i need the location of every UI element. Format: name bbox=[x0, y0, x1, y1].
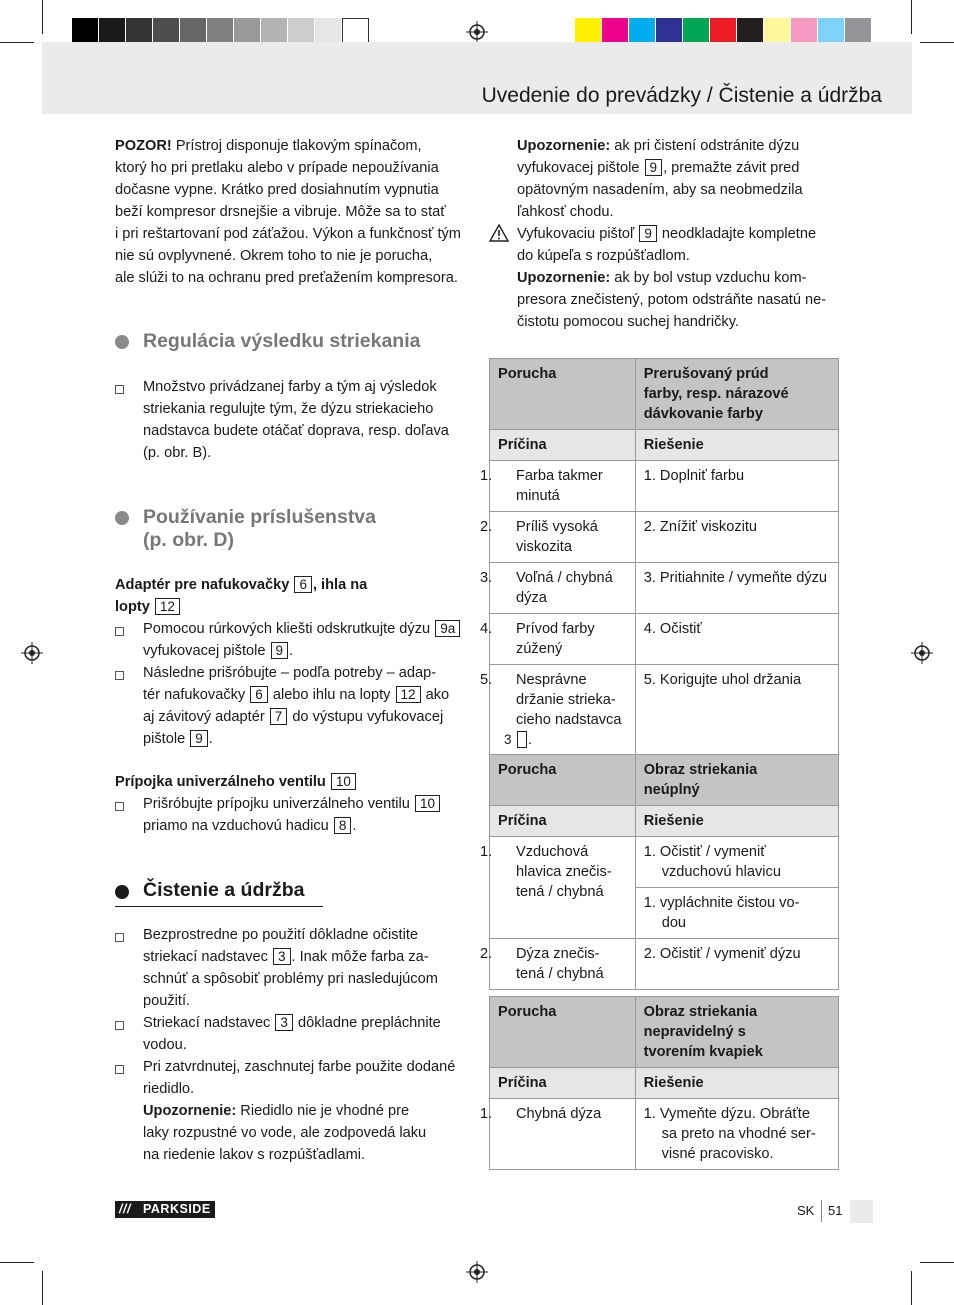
text-span: do výstupu vyfukovacej bbox=[288, 709, 444, 725]
table-cell bbox=[480, 939, 636, 990]
table-cell: 3. Pritiahnite / vymeňte dýzu bbox=[635, 563, 838, 614]
text-span: Riedidlo nie je vhodné pre bbox=[236, 1103, 410, 1119]
table-cell: Riešenie bbox=[635, 430, 838, 461]
table-cell bbox=[480, 461, 636, 512]
text-span: tená / chybná bbox=[516, 966, 604, 982]
table-cell bbox=[480, 563, 636, 614]
text-span: 1. Vymeňte dýzu. Obráťte bbox=[643, 1106, 810, 1122]
text-line: i pri reštartovaní pod záťažou. Výkon a funkčnosť tým bbox=[115, 226, 461, 242]
text-span: sa preto na vhodné ser- bbox=[661, 1126, 816, 1142]
text-span: priamo na vzduchovú hadicu bbox=[143, 818, 333, 834]
text-line: čistotu pomocou suchej handričky. bbox=[517, 314, 739, 330]
text-span: striekací nadstavec bbox=[143, 949, 272, 965]
part-number-box: 3 bbox=[275, 1014, 293, 1031]
text-span: Vzduchová bbox=[516, 844, 589, 860]
note-label: Upozornenie: bbox=[143, 1103, 237, 1119]
table-row bbox=[490, 461, 839, 512]
part-number-box: 7 bbox=[270, 708, 288, 725]
table-cell: Príčina bbox=[490, 430, 636, 461]
part-number-box: 12 bbox=[155, 598, 180, 615]
text-line: použití. bbox=[143, 993, 191, 1009]
table-cell bbox=[635, 888, 838, 939]
text-line: (p. obr. B). bbox=[143, 445, 212, 461]
section-bullet-icon bbox=[115, 885, 129, 899]
table-cell: 2. Očistiť / vymeniť dýzu bbox=[635, 939, 838, 990]
text-span: zúžený bbox=[516, 641, 563, 657]
list-item bbox=[143, 618, 473, 662]
table-cell bbox=[635, 1099, 838, 1170]
list-item bbox=[143, 1012, 473, 1056]
table-cell: 4. Očistiť bbox=[635, 614, 838, 665]
text-line: do kúpeľa s rozpúšťadlom. bbox=[517, 248, 690, 264]
table-cell bbox=[635, 359, 838, 430]
table-row bbox=[490, 665, 839, 756]
table-row bbox=[490, 1099, 839, 1170]
heading-line: Používanie príslušenstva bbox=[143, 506, 377, 528]
row-number: 5. bbox=[480, 672, 493, 688]
crop-mark bbox=[911, 1271, 912, 1305]
subheading-inflator-adapter bbox=[115, 574, 475, 618]
text-span: dou bbox=[661, 915, 687, 931]
part-number-box: 6 bbox=[250, 686, 268, 703]
logo-stripes-icon: /// bbox=[119, 1202, 131, 1216]
text-span: vyfukovacej pištole bbox=[143, 643, 270, 659]
troubleshooting-table-1 bbox=[480, 358, 839, 756]
text-line: dávkovanie farby bbox=[643, 406, 763, 422]
text-span: Striekací nadstavec bbox=[143, 1015, 275, 1031]
part-number-box: 9 bbox=[190, 730, 208, 747]
text-span: Dýza znečis- bbox=[516, 946, 600, 962]
table-row bbox=[490, 939, 839, 990]
list-square-icon bbox=[115, 385, 124, 394]
note-label: Upozornenie: bbox=[517, 138, 611, 154]
table-subheader-row bbox=[490, 430, 839, 461]
registration-mark-icon bbox=[21, 642, 43, 664]
part-number-box: 10 bbox=[331, 773, 356, 790]
text-span: aj závitový adaptér bbox=[143, 709, 269, 725]
text-line: Pri zatvrdnutej, zaschnutej farbe použite dodané bbox=[143, 1059, 456, 1075]
text-span: visné pracovisko. bbox=[661, 1146, 774, 1162]
text-span: hlavica znečis- bbox=[516, 864, 612, 880]
table-subheader-row bbox=[490, 1068, 839, 1099]
text-span: alebo ihlu na lopty bbox=[268, 687, 395, 703]
crop-mark bbox=[42, 1271, 43, 1305]
table-cell: 2. Znížiť viskozitu bbox=[635, 512, 838, 563]
list-square-icon bbox=[115, 933, 124, 942]
row-number: 1. bbox=[480, 844, 493, 860]
table-row bbox=[490, 512, 839, 563]
text-span: tér nafukovačky bbox=[143, 687, 250, 703]
text-line: nadstavca budete otáčať doprava, resp. doľava bbox=[143, 423, 449, 439]
heading-line: (p. obr. D) bbox=[143, 529, 234, 551]
text-span: Vyfukovaciu pištoľ bbox=[517, 226, 639, 242]
table-cell: Riešenie bbox=[635, 806, 838, 837]
text-line: vodou. bbox=[143, 1037, 187, 1053]
part-number-box: 9 bbox=[639, 225, 657, 242]
table-header-row bbox=[490, 359, 839, 430]
text-line: opätovným nasadením, aby sa neobmedzila bbox=[517, 182, 803, 198]
list-square-icon bbox=[115, 627, 124, 636]
text-span: Adaptér pre nafukovačky bbox=[115, 577, 294, 593]
text-span: . bbox=[352, 818, 357, 834]
row-number: 4. bbox=[480, 621, 493, 637]
note-paragraph bbox=[517, 135, 847, 333]
registration-mark-icon bbox=[466, 21, 488, 43]
table-cell: Porucha bbox=[490, 755, 636, 806]
text-line: Obraz striekania bbox=[643, 1004, 758, 1020]
registration-mark-icon bbox=[911, 642, 933, 664]
text-line: neúplný bbox=[643, 782, 700, 798]
text-span: . Inak môže farba za- bbox=[291, 949, 429, 965]
table-cell bbox=[635, 837, 838, 888]
list-item bbox=[143, 662, 473, 750]
section-bullet-icon bbox=[115, 335, 129, 349]
table-cell bbox=[635, 755, 838, 806]
text-line: riedidlo. bbox=[143, 1081, 195, 1097]
footer-tab bbox=[850, 1200, 873, 1223]
table-cell bbox=[635, 997, 838, 1068]
list-square-icon bbox=[115, 1065, 124, 1074]
part-number-box: 9 bbox=[271, 642, 289, 659]
parkside-logo bbox=[115, 1201, 215, 1218]
text-span: Nesprávne bbox=[516, 672, 587, 688]
text-line: farby, resp. nárazové bbox=[643, 386, 789, 402]
table-header-row bbox=[490, 997, 839, 1068]
registration-mark-icon bbox=[466, 1261, 488, 1283]
part-number-box: 3 bbox=[517, 731, 527, 748]
page-number: 51 bbox=[828, 1203, 843, 1218]
table-cell: 1. Doplniť farbu bbox=[635, 461, 838, 512]
text-span: . bbox=[528, 732, 533, 748]
part-number-box: 8 bbox=[334, 817, 352, 834]
troubleshooting-table-2 bbox=[480, 754, 839, 990]
text-span: dýza bbox=[516, 590, 547, 606]
crop-mark bbox=[920, 42, 954, 43]
text-span: vyfukovacej pištole bbox=[517, 160, 644, 176]
text-line: Bezprostredne po použití dôkladne očistite bbox=[143, 927, 419, 943]
note-label: Upozornenie: bbox=[517, 270, 611, 286]
part-number-box: 12 bbox=[396, 686, 421, 703]
text-span: minutá bbox=[516, 488, 560, 504]
text-line: beží kompresor drsnejšie a vibruje. Môže sa to stať bbox=[115, 204, 446, 220]
text-line: tvorením kvapiek bbox=[643, 1044, 763, 1060]
crop-mark bbox=[920, 1262, 954, 1263]
text-span: cieho nadstavca bbox=[516, 712, 622, 728]
text-line: striekania regulujte tým, že dýzu striekacieho bbox=[143, 401, 434, 417]
text-span: Farba takmer bbox=[516, 468, 603, 484]
section-heading-cleaning: Čistenie a údržba bbox=[143, 879, 305, 901]
heading-underline bbox=[115, 906, 323, 907]
text-line: Prerušovaný prúd bbox=[643, 366, 769, 382]
list-square-icon bbox=[115, 802, 124, 811]
row-number: 1. bbox=[480, 1106, 493, 1122]
table-cell: Príčina bbox=[490, 806, 636, 837]
text-span: ak pri čistení odstránite dýzu bbox=[610, 138, 800, 154]
text-line: ale slúži to na ochranu pred preťažením kompresora. bbox=[115, 270, 458, 286]
text-line: nepravidelný s bbox=[643, 1024, 746, 1040]
text-span: . bbox=[208, 731, 213, 747]
part-number-box: 10 bbox=[415, 795, 440, 812]
text-line: schnúť a spôsobiť problémy pri nasledujúcom bbox=[143, 971, 438, 987]
table-cell: Riešenie bbox=[635, 1068, 838, 1099]
text-line: Prístroj disponuje tlakovým spínačom, bbox=[171, 138, 422, 154]
text-span: ak by bol vstup vzduchu kom- bbox=[610, 270, 807, 286]
section-bullet-icon bbox=[115, 511, 129, 525]
text-span: 1. Očistiť / vymeniť bbox=[643, 844, 766, 860]
text-span: vzduchovú hlavicu bbox=[661, 864, 781, 880]
language-code: SK bbox=[797, 1203, 815, 1218]
part-number-box: 6 bbox=[294, 576, 312, 593]
table-row bbox=[490, 563, 839, 614]
text-line: Množstvo privádzanej farby a tým aj výsledok bbox=[143, 379, 437, 395]
text-span: neodkladajte kompletne bbox=[657, 226, 817, 242]
row-number: 2. bbox=[480, 946, 493, 962]
text-span: Príliš vysoká bbox=[516, 519, 598, 535]
text-span: pištole bbox=[143, 731, 190, 747]
text-span: , ihla na bbox=[312, 577, 368, 593]
list-item bbox=[143, 793, 473, 837]
subheading-universal-valve bbox=[115, 771, 475, 793]
text-span: viskozita bbox=[516, 539, 572, 555]
text-span: dôkladne prepláchnite bbox=[293, 1015, 441, 1031]
list-item bbox=[143, 924, 473, 1012]
table-cell: Porucha bbox=[490, 997, 636, 1068]
list-item bbox=[143, 1056, 473, 1166]
part-number-box: 9 bbox=[645, 159, 663, 176]
troubleshooting-table-3 bbox=[480, 996, 839, 1170]
table-cell bbox=[480, 665, 636, 756]
crop-mark bbox=[911, 0, 912, 34]
text-line: presora znečistený, potom odstráňte nasatú ne- bbox=[517, 292, 827, 308]
table-header-row bbox=[490, 755, 839, 806]
warning-triangle-icon bbox=[489, 224, 509, 242]
text-line: na riedenie lakov s rozpúšťadlami. bbox=[143, 1147, 366, 1163]
logo-text: PARKSIDE bbox=[143, 1202, 211, 1216]
text-line: Následne prišróbujte – podľa potreby – adap- bbox=[143, 665, 437, 681]
pozor-paragraph bbox=[115, 135, 475, 289]
text-line: ktorý ho pri pretlaku alebo v prípade nepoužívania bbox=[115, 160, 439, 176]
part-number-box: 3 bbox=[273, 948, 291, 965]
footer-divider bbox=[821, 1200, 822, 1222]
text-span: Chybná dýza bbox=[516, 1106, 602, 1122]
text-line: ľahkosť chodu. bbox=[517, 204, 614, 220]
page-title: Uvedenie do prevádzky / Čistenie a údržba bbox=[481, 84, 882, 107]
table-cell bbox=[480, 614, 636, 665]
text-span: , premažte závit pred bbox=[663, 160, 800, 176]
table-row bbox=[490, 837, 839, 888]
crop-mark bbox=[42, 0, 43, 34]
text-span: lopty bbox=[115, 599, 154, 615]
list-square-icon bbox=[115, 671, 124, 680]
table-cell: Príčina bbox=[490, 1068, 636, 1099]
text-line: laky rozpustné vo vode, ale zodpovedá laku bbox=[143, 1125, 427, 1141]
table-row bbox=[490, 614, 839, 665]
list-square-icon bbox=[115, 1021, 124, 1030]
text-span: držanie strieka- bbox=[516, 692, 616, 708]
text-span: Pomocou rúrkových kliešti odskrutkujte dýzu bbox=[143, 621, 435, 637]
table-subheader-row bbox=[490, 806, 839, 837]
text-span: Prívod farby bbox=[516, 621, 595, 637]
text-span: ako bbox=[421, 687, 450, 703]
list-item bbox=[143, 376, 473, 464]
table-cell: Porucha bbox=[490, 359, 636, 430]
table-cell: 5. Korigujte uhol držania bbox=[635, 665, 838, 756]
table-cell bbox=[480, 1099, 636, 1170]
text-line: Obraz striekania bbox=[643, 762, 758, 778]
text-span: 1. vypláchnite čistou vo- bbox=[643, 895, 800, 911]
text-span: Voľná / chybná bbox=[516, 570, 613, 586]
text-line: dočasne vypne. Krátko pred dosiahnutím vypnutia bbox=[115, 182, 439, 198]
table-cell bbox=[480, 837, 636, 939]
part-number-box: 9a bbox=[435, 620, 460, 637]
row-number: 2. bbox=[480, 519, 493, 535]
section-heading-spray-regulation: Regulácia výsledku striekania bbox=[143, 330, 421, 352]
text-span: tená / chybná bbox=[516, 884, 604, 900]
text-span: Prípojka univerzálneho ventilu bbox=[115, 774, 330, 790]
row-number: 1. bbox=[480, 468, 493, 484]
text-line: nie sú ovplyvnené. Okrem toho to nie je porucha, bbox=[115, 248, 433, 264]
table-cell bbox=[480, 512, 636, 563]
pozor-label: POZOR! bbox=[115, 138, 172, 154]
section-heading-accessories bbox=[143, 506, 376, 552]
row-number: 3. bbox=[480, 570, 493, 586]
text-span: Prišróbujte prípojku univerzálneho ventilu bbox=[143, 796, 414, 812]
crop-mark bbox=[0, 42, 34, 43]
crop-mark bbox=[0, 1262, 34, 1263]
text-span: . bbox=[289, 643, 294, 659]
